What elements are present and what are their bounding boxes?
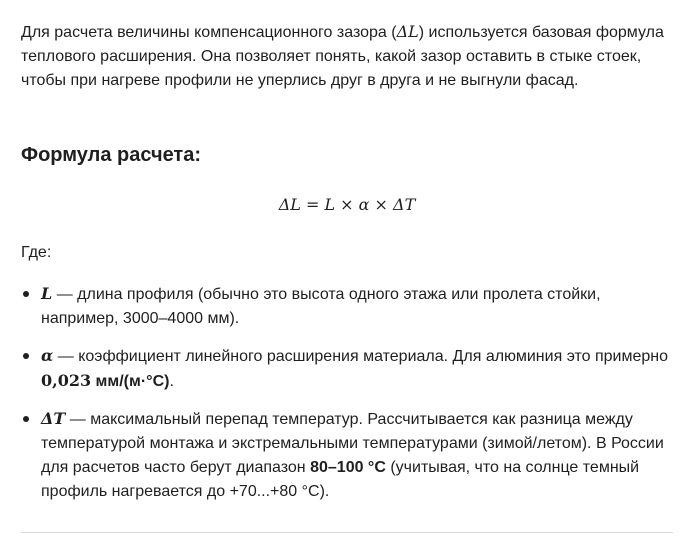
section-divider (21, 532, 673, 533)
intro-text-after: ) используется базовая формула теплового расширения. Она позволяет понять, какой зазор оставить в стыке стоек, чтобы при нагреве профили не уперлись друг в друга и не выгнули фасад. (21, 24, 664, 89)
delta-l-symbol: ΔL (396, 22, 419, 41)
alpha-value-number: 0,023 (41, 371, 92, 390)
delta-t-symbol: ΔT (41, 409, 66, 428)
delta-t-tail: (учитывая, что на солнце темный профиль нагревается до +70...+80 °C). (41, 459, 640, 500)
formula-display (21, 193, 673, 217)
formula-text: ΔL = L × α × ΔT (278, 195, 416, 214)
definition-length (41, 282, 673, 331)
intro-text-before: Для расчета величины компенсационного зазора ( (21, 24, 397, 41)
delta-t-text: — максимальный перепад температур. Рассчитывается как разница между температурой монтажа и экстремальными температурами (зимой/летом). В России для расчетов часто берут диапазон (41, 411, 664, 476)
article-content (21, 20, 673, 500)
length-text: — длина профиля (обычно это высота одного этажа или пролета стойки, например, 3000–4000 мм). (41, 286, 601, 327)
intro-paragraph (21, 20, 673, 93)
definition-alpha (41, 344, 673, 394)
where-label: Где: (21, 244, 52, 261)
alpha-tail: . (169, 373, 174, 390)
temperature-range: 80–100 °C (310, 459, 386, 476)
formula-heading: Формула расчета: (21, 144, 202, 166)
alpha-value-unit: мм/(м·°C) (91, 373, 170, 390)
length-symbol: L (41, 284, 53, 303)
alpha-text: — коэффициент линейного расширения материала. Для алюминия это примерно (53, 348, 669, 365)
alpha-symbol: α (41, 346, 54, 365)
definition-delta-t (41, 407, 673, 504)
definitions-list (21, 282, 673, 517)
